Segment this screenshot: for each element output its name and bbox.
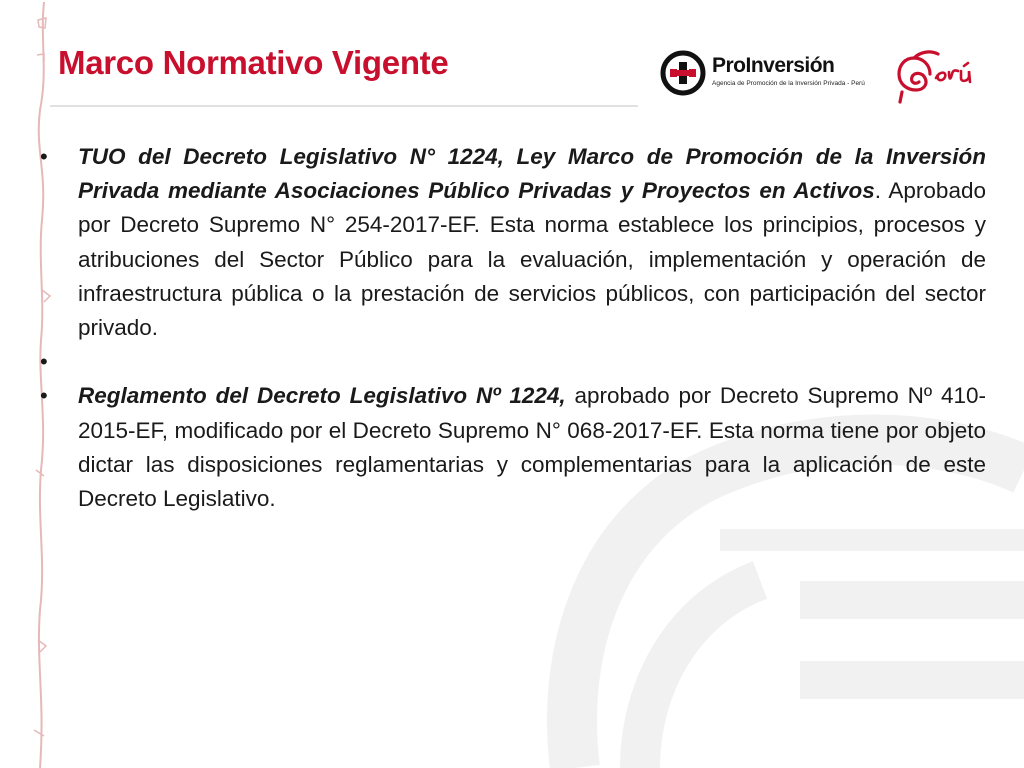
bullet-reglamento-dl-1224 <box>40 379 986 516</box>
bullet-emphasis: TUO del Decreto Legislativo N° 1224, Ley Marco de Promoción de la Inversión Privada mediante Asociaciones Público Privadas y Proyectos en Activos <box>78 144 986 204</box>
bullet-empty <box>40 345 986 379</box>
bullet-tuo-dl-1224 <box>40 140 986 345</box>
bullet-text: Aprobado por Decreto Supremo N° 254-2017-EF. Esta norma establece los principios, procesos y atribuciones del Sector Público para la evaluación, implementación y operación de infraestructura pública o la prestación de servicios públicos, con participación del sector privado. <box>78 178 986 341</box>
slide-title: Marco Normativo Vigente <box>58 44 449 81</box>
slide-content <box>40 140 986 516</box>
proinversion-name: ProInversión <box>712 54 835 77</box>
proinversion-logo <box>660 50 880 100</box>
peru-brand-logo <box>892 44 992 104</box>
proinversion-emblem-icon <box>660 50 706 96</box>
bullet-text: aprobado por Decreto Supremo Nº 410-2015-EF, modificado por el Decreto Supremo N° 068-2017-EF. Esta norma tiene por objeto dictar las disposiciones reglamentarias y complementarias para la aplicación de este Decreto Legislativo. <box>78 383 986 512</box>
bullet-separator: . <box>874 178 889 204</box>
bullet-emphasis: Reglamento del Decreto Legislativo Nº 1224, <box>78 383 566 409</box>
proinversion-subtitle: Agencia de Promoción de la Inversión Privada - Perú <box>712 80 865 87</box>
bullet-separator <box>566 383 575 408</box>
